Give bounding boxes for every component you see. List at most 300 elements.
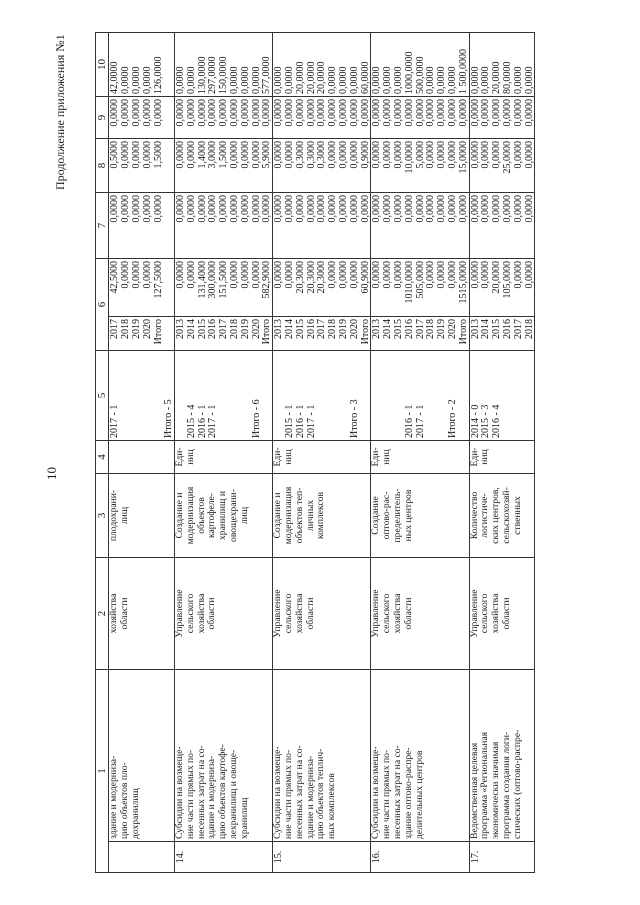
federal-cell bbox=[175, 193, 273, 259]
cell-line: 15,0000 bbox=[457, 141, 469, 174]
cell-line: экономически значимая bbox=[490, 741, 502, 839]
cell-line: 0,0000 bbox=[338, 141, 350, 169]
cell-line: 0,0000 bbox=[348, 66, 360, 94]
cell-line: 0,0000 bbox=[382, 99, 394, 127]
name-cell bbox=[175, 670, 273, 842]
cell-line: 0,0000 bbox=[338, 66, 350, 94]
cell-line: Итого bbox=[359, 319, 371, 345]
cell-line: 0,0000 bbox=[239, 195, 251, 223]
cell-line: 0,0000 bbox=[327, 261, 339, 289]
cell-line: 0,0000 bbox=[250, 195, 262, 223]
col-number-6: 6 bbox=[96, 259, 109, 351]
row-number bbox=[109, 842, 175, 873]
indicator-cell bbox=[469, 474, 535, 558]
cell-line: 0,0000 bbox=[523, 66, 535, 94]
cell-line: 126,0000 bbox=[152, 56, 164, 94]
cell-line: 0,0000 bbox=[130, 66, 142, 94]
cell-line: 151,5000 bbox=[218, 261, 230, 299]
cell-line: 0,0000 bbox=[393, 261, 405, 289]
rotated-table-sheet bbox=[95, 33, 540, 873]
cell-line: 582,9000 bbox=[261, 261, 273, 299]
local-cell bbox=[371, 97, 469, 139]
cell-line: 0,0000 bbox=[239, 99, 251, 127]
cell-line: 2016 bbox=[207, 319, 219, 339]
cell-line: 0,0000 bbox=[229, 99, 241, 127]
cell-line: 0,0000 bbox=[175, 99, 187, 127]
cell-line: Управление bbox=[370, 589, 382, 638]
regional-cell bbox=[175, 139, 273, 193]
cell-line: 2020 bbox=[348, 319, 360, 339]
cell-line: 300,0000 bbox=[207, 261, 219, 299]
cell-line: 25,0000 bbox=[502, 141, 513, 174]
executor-cell bbox=[175, 558, 273, 670]
federal-cell bbox=[469, 193, 535, 259]
col-number-3: 3 bbox=[96, 474, 109, 558]
cell-line: 0,0000 bbox=[239, 66, 251, 94]
regional-cell bbox=[371, 139, 469, 193]
cell-line: модернизация bbox=[283, 486, 295, 545]
cell-line: 1000,0000 bbox=[403, 51, 415, 94]
cell-line: 2015 - 4 bbox=[185, 404, 197, 438]
cell-line: 505,0000 bbox=[414, 261, 426, 299]
cell-line: 20,3000 bbox=[305, 261, 317, 294]
cell-line: 0,0000 bbox=[294, 99, 306, 127]
cell-line: 0,0000 bbox=[447, 261, 459, 289]
cell-line: модернизация bbox=[184, 486, 196, 545]
cell-line: сельского bbox=[283, 593, 295, 634]
cell-line: 0,0000 bbox=[393, 141, 405, 169]
cell-line: 0,0000 bbox=[305, 99, 317, 127]
cell-line: 0,0000 bbox=[393, 66, 405, 94]
cell-line: 0,0000 bbox=[469, 66, 481, 94]
cell-line: 0,0000 bbox=[393, 195, 405, 223]
cell-line: 2013 bbox=[273, 319, 285, 339]
cell-line: 0,3000 bbox=[294, 141, 306, 169]
cell-line bbox=[142, 353, 153, 438]
cell-line: 0,0000 bbox=[175, 66, 187, 94]
cell-line: 20,0000 bbox=[316, 61, 328, 94]
cell-line: 105,0000 bbox=[502, 261, 513, 299]
cell-line: 0,3000 bbox=[316, 141, 328, 169]
year-cell bbox=[109, 317, 175, 351]
cell-line: 0,0000 bbox=[284, 195, 296, 223]
cell-line: ниц bbox=[283, 449, 295, 465]
cell-line: 0,0000 bbox=[348, 195, 360, 223]
cell-line: 2017 bbox=[414, 319, 426, 339]
cell-line: цию объектов пло- bbox=[119, 762, 131, 839]
cell-line: 127,5000 bbox=[152, 261, 164, 299]
cell-line: хозяйства bbox=[108, 593, 120, 634]
cell-line: 0,0000 bbox=[207, 99, 219, 127]
cell-line: лищ bbox=[238, 506, 250, 525]
cell-line: Еди- bbox=[468, 447, 480, 467]
cell-line: ных центров bbox=[402, 489, 414, 542]
cell-line: личных bbox=[304, 499, 316, 532]
executor-cell bbox=[109, 558, 175, 670]
cell-line bbox=[436, 353, 447, 438]
cell-line: 0,0000 bbox=[480, 99, 492, 127]
cell-line: Субсидии на возмеще- bbox=[174, 746, 186, 839]
cell-line bbox=[109, 443, 120, 471]
cell-line: 0,0000 bbox=[469, 261, 481, 289]
cell-line: Итого - 3 bbox=[348, 399, 360, 438]
cell-line: 0,0000 bbox=[327, 99, 339, 127]
cell-line: 20,0000 bbox=[305, 61, 317, 94]
column-number-row bbox=[96, 33, 109, 873]
cell-line: 2016 bbox=[305, 319, 317, 339]
cell-line: ных комплексов bbox=[326, 773, 338, 839]
cell-line: 0,0000 bbox=[284, 141, 296, 169]
indicator-cell bbox=[109, 474, 175, 558]
cell-line: цию объектов теплич- bbox=[315, 748, 327, 839]
local-cell bbox=[469, 97, 535, 139]
cell-line: 0,0000 bbox=[120, 66, 132, 94]
cell-line: 1010,0000 bbox=[403, 261, 415, 304]
cell-line: хранилищ bbox=[238, 797, 250, 839]
cell-line: 0,0000 bbox=[523, 195, 535, 223]
cell-line: 0,0000 bbox=[250, 261, 262, 289]
cell-line: 0,0000 bbox=[239, 141, 251, 169]
target-cell bbox=[273, 351, 371, 441]
cell-line: 0,0000 bbox=[250, 66, 262, 94]
cell-line: 2013 bbox=[371, 319, 383, 339]
cell-line: 0,0000 bbox=[327, 141, 339, 169]
cell-line: области bbox=[501, 597, 512, 630]
cell-line: области bbox=[304, 597, 316, 630]
col-number-9: 9 bbox=[96, 97, 109, 139]
cell-line: 0,0000 bbox=[480, 195, 492, 223]
cell-line: 2016 - 4 bbox=[491, 404, 503, 438]
cell-line: 0,0000 bbox=[382, 195, 394, 223]
cell-line: Субсидии на возмеще- bbox=[272, 746, 284, 839]
cell-line: 60,0000 bbox=[359, 61, 371, 94]
table-row bbox=[371, 33, 469, 873]
cell-line: 131,4000 bbox=[196, 261, 208, 299]
cell-line: 80,0000 bbox=[502, 61, 513, 94]
table-row bbox=[175, 33, 273, 873]
cell-line: 0,0000 bbox=[382, 141, 394, 169]
cell-line: 0,0000 bbox=[250, 141, 262, 169]
cell-line: 0,0000 bbox=[130, 141, 142, 169]
cell-line: 0,0000 bbox=[175, 141, 187, 169]
cell-line: 0,0000 bbox=[120, 261, 132, 289]
cell-line: дохранилищ bbox=[129, 788, 141, 839]
total-cell bbox=[273, 259, 371, 317]
cell-line: несенных затрат на со- bbox=[195, 745, 207, 839]
cell-line: 0,0000 bbox=[480, 66, 492, 94]
cell-line: 0,0000 bbox=[502, 99, 513, 127]
cell-line bbox=[327, 353, 338, 438]
row-number bbox=[371, 842, 469, 873]
cell-line: 2015 bbox=[491, 319, 503, 339]
cell-line: 0,0000 bbox=[523, 261, 535, 289]
name-cell bbox=[469, 670, 535, 842]
cell-line: 0,0000 bbox=[273, 141, 285, 169]
cell-line: 0,0000 bbox=[512, 141, 524, 169]
cell-line: ниц bbox=[381, 449, 393, 465]
cell-line: 0,5000 bbox=[109, 141, 121, 169]
cell-line: 0,0000 bbox=[229, 66, 241, 94]
table-body bbox=[96, 33, 535, 873]
cell-line: 1,4000 bbox=[196, 141, 208, 169]
cell-line: 0,0000 bbox=[185, 261, 197, 289]
cell-line: Управление bbox=[174, 589, 186, 638]
data-table bbox=[95, 32, 535, 873]
cell-line: 0,0000 bbox=[185, 141, 197, 169]
total-cell bbox=[371, 259, 469, 317]
indicator-cell bbox=[273, 474, 371, 558]
cell-line: 0,0000 bbox=[273, 195, 285, 223]
cell-line: 0,0000 bbox=[141, 141, 153, 169]
cell-line: 0,0000 bbox=[109, 195, 121, 223]
cell-line: 0,0000 bbox=[414, 99, 426, 127]
table-row bbox=[109, 33, 175, 873]
cell-line: 0,0000 bbox=[447, 141, 459, 169]
col-number-10: 10 bbox=[96, 33, 109, 97]
col-number-5: 5 bbox=[96, 351, 109, 441]
extrabudget-cell bbox=[175, 33, 273, 97]
cell-line: 20,0000 bbox=[491, 261, 503, 294]
cell-line: 0,0000 bbox=[512, 195, 524, 223]
cell-line: 0,0000 bbox=[261, 99, 273, 127]
cell-line: 2016 - 1 bbox=[403, 404, 415, 438]
cell-line: 1515,0000 bbox=[457, 261, 469, 304]
cell-line bbox=[218, 353, 229, 438]
total-cell bbox=[109, 259, 175, 317]
cell-line bbox=[240, 353, 251, 438]
cell-line: 0,0000 bbox=[480, 141, 492, 169]
col-number-8: 8 bbox=[96, 139, 109, 193]
cell-line: 0,0000 bbox=[141, 66, 153, 94]
federal-cell bbox=[109, 193, 175, 259]
cell-line: 0,0000 bbox=[229, 195, 241, 223]
cell-line: 1,5000 bbox=[218, 141, 230, 169]
cell-line: 0,0000 bbox=[436, 141, 448, 169]
cell-line: 0,0000 bbox=[436, 195, 448, 223]
cell-line: 2013 bbox=[175, 319, 187, 339]
cell-line: 0,0000 bbox=[457, 195, 469, 223]
name-cell bbox=[109, 670, 175, 842]
cell-line: 2015 - 1 bbox=[284, 404, 296, 438]
cell-line: несенных затрат на со- bbox=[392, 745, 404, 839]
cell-line: 2020 bbox=[141, 319, 153, 339]
cell-line: 0,0000 bbox=[273, 99, 285, 127]
cell-line: 0,0000 bbox=[338, 195, 350, 223]
cell-line: 20,0000 bbox=[491, 61, 503, 94]
cell-line: Создание и bbox=[272, 492, 284, 539]
cell-line: 0,0000 bbox=[261, 195, 273, 223]
cell-line: Итого bbox=[152, 319, 164, 345]
cell-line: 2018 bbox=[523, 319, 535, 339]
cell-line: 0,0000 bbox=[218, 195, 230, 223]
cell-line: 0,0000 bbox=[502, 195, 513, 223]
cell-line: 60,9000 bbox=[359, 261, 371, 294]
cell-line: логистиче- bbox=[479, 493, 491, 538]
cell-line: 0,0000 bbox=[130, 261, 142, 289]
cell-line: 16. bbox=[371, 850, 383, 864]
cell-line: 2019 bbox=[239, 319, 251, 339]
cell-line: 5,9000 bbox=[261, 141, 273, 169]
cell-line: 0,0000 bbox=[447, 66, 459, 94]
appendix-continuation-title: Продолжение приложения №1 bbox=[53, 34, 67, 190]
cell-line: 0,0000 bbox=[316, 195, 328, 223]
cell-line: ниц bbox=[479, 449, 491, 465]
cell-line: 0,9000 bbox=[359, 141, 371, 169]
cell-line: 297,0000 bbox=[207, 56, 219, 94]
cell-line: здание и модерниза- bbox=[206, 755, 218, 839]
cell-line: 0,0000 bbox=[338, 261, 350, 289]
cell-line: 0,0000 bbox=[250, 99, 262, 127]
cell-line: 0,0000 bbox=[294, 195, 306, 223]
cell-line: 2018 bbox=[229, 319, 241, 339]
cell-line: 2015 - 3 bbox=[480, 404, 492, 438]
cell-line: хозяйства bbox=[293, 593, 305, 634]
cell-line: ственных bbox=[511, 496, 523, 535]
col-number-2: 2 bbox=[96, 558, 109, 670]
cell-line: делительных центров bbox=[413, 750, 425, 839]
year-cell bbox=[273, 317, 371, 351]
cell-line bbox=[120, 353, 131, 438]
cell-line: 2017 - 1 bbox=[109, 404, 121, 438]
cell-line: 2017 - 1 bbox=[207, 404, 219, 438]
cell-line: 2017 bbox=[218, 319, 230, 339]
cell-line bbox=[273, 353, 284, 438]
cell-line: 2015 bbox=[196, 319, 208, 339]
cell-line: сельского bbox=[381, 593, 393, 634]
cell-line: 0,0000 bbox=[120, 99, 132, 127]
cell-line: 0,0000 bbox=[185, 99, 197, 127]
cell-line: оптово-рас- bbox=[381, 491, 393, 540]
cell-line: 0,0000 bbox=[284, 99, 296, 127]
federal-cell bbox=[371, 193, 469, 259]
name-cell bbox=[371, 670, 469, 842]
cell-line: пределитель- bbox=[392, 488, 404, 543]
cell-line: 15. bbox=[273, 850, 285, 864]
cell-line: 0,0000 bbox=[436, 66, 448, 94]
cell-line: 20,3000 bbox=[316, 261, 328, 294]
cell-line: ских центров, bbox=[490, 487, 502, 544]
regional-cell bbox=[273, 139, 371, 193]
cell-line: 1 500,0000 bbox=[457, 49, 469, 94]
cell-line: хранилищ и bbox=[217, 491, 229, 540]
cell-line: ние части прямых по- bbox=[381, 749, 393, 839]
cell-line: 0,0000 bbox=[469, 141, 481, 169]
cell-line: 0,0000 bbox=[403, 99, 415, 127]
cell-line: 0,0000 bbox=[469, 99, 481, 127]
regional-cell bbox=[469, 139, 535, 193]
table-row bbox=[469, 33, 535, 873]
cell-line: 0,0000 bbox=[284, 66, 296, 94]
cell-line: 0,0000 bbox=[512, 261, 524, 289]
row-number bbox=[469, 842, 535, 873]
cell-line: 0,0000 bbox=[359, 99, 371, 127]
cell-line bbox=[371, 353, 382, 438]
cell-line: здание и модерниза- bbox=[108, 755, 120, 839]
total-cell bbox=[175, 259, 273, 317]
cell-line: 2019 bbox=[338, 319, 350, 339]
cell-line: Управление bbox=[468, 589, 480, 638]
cell-line: 0,0000 bbox=[512, 66, 524, 94]
cell-line: 2018 bbox=[120, 319, 132, 339]
cell-line: 0,0000 bbox=[348, 261, 360, 289]
cell-line: 2020 bbox=[250, 319, 262, 339]
unit-cell bbox=[469, 441, 535, 474]
cell-line: Итого bbox=[261, 319, 273, 345]
table-row bbox=[273, 33, 371, 873]
cell-line: 2016 - 1 bbox=[294, 404, 306, 438]
cell-line: 0,0000 bbox=[141, 195, 153, 223]
cell-line: 3,0000 bbox=[207, 141, 219, 169]
cell-line: 0,0000 bbox=[207, 195, 219, 223]
target-cell bbox=[109, 351, 175, 441]
cell-line: 0,0000 bbox=[196, 99, 208, 127]
cell-line: 0,0000 bbox=[371, 66, 383, 94]
cell-line: 5,0000 bbox=[414, 141, 426, 169]
cell-line: 0,0000 bbox=[480, 261, 492, 289]
cell-line: 0,0000 bbox=[229, 261, 241, 289]
cell-line: 2017 bbox=[109, 319, 121, 339]
cell-line: 0,0000 bbox=[273, 66, 285, 94]
cell-line: программа создания логи- bbox=[501, 731, 512, 839]
cell-line: 0,0000 bbox=[316, 99, 328, 127]
cell-line: 2017 - 1 bbox=[414, 404, 426, 438]
cell-line: 0,0000 bbox=[403, 195, 415, 223]
cell-line: картофеле- bbox=[206, 492, 218, 539]
cell-line: 0,0000 bbox=[273, 261, 285, 289]
cell-line: 0,0000 bbox=[348, 141, 360, 169]
cell-line: 10,0000 bbox=[403, 141, 415, 174]
cell-line: 0,0000 bbox=[218, 99, 230, 127]
cell-line: овощехрани- bbox=[228, 489, 240, 542]
executor-cell bbox=[371, 558, 469, 670]
cell-line: 14. bbox=[175, 850, 187, 864]
cell-line: 42,5000 bbox=[109, 261, 121, 294]
cell-line: 1,5000 bbox=[152, 141, 164, 169]
cell-line: 0,3000 bbox=[305, 141, 317, 169]
col-number-4: 4 bbox=[96, 441, 109, 474]
cell-line: хозяйства bbox=[392, 593, 404, 634]
target-cell bbox=[371, 351, 469, 441]
cell-line: Итого - 6 bbox=[250, 399, 262, 438]
cell-line bbox=[229, 353, 240, 438]
cell-line: 0,0000 bbox=[175, 261, 187, 289]
cell-line: ние части прямых по- bbox=[283, 749, 295, 839]
cell-line: 0,0000 bbox=[284, 261, 296, 289]
cell-line: 20,3000 bbox=[294, 261, 306, 294]
regional-cell bbox=[109, 139, 175, 193]
cell-line: Еди- bbox=[370, 447, 382, 467]
cell-line: 0,0000 bbox=[382, 66, 394, 94]
cell-line: 0,0000 bbox=[523, 99, 535, 127]
cell-line bbox=[425, 353, 436, 438]
cell-line: 0,0000 bbox=[371, 195, 383, 223]
cell-line: 0,0000 bbox=[523, 141, 535, 169]
cell-line: 0,0000 bbox=[327, 195, 339, 223]
cell-line: 2017 - 1 bbox=[305, 404, 317, 438]
cell-line: 0,0000 bbox=[305, 195, 317, 223]
cell-line: 0,0000 bbox=[109, 99, 121, 127]
cell-line: стических (оптово-распре- bbox=[511, 729, 523, 839]
cell-line: хозяйства bbox=[195, 593, 207, 634]
cell-line: 20,0000 bbox=[294, 61, 306, 94]
cell-line: 2014 bbox=[382, 319, 394, 339]
cell-line: 0,0000 bbox=[436, 261, 448, 289]
cell-line: 0,0000 bbox=[371, 99, 383, 127]
page-number: 10 bbox=[44, 467, 59, 480]
cell-line: Еди- bbox=[272, 447, 284, 467]
cell-line: 0,0000 bbox=[185, 66, 197, 94]
extrabudget-cell bbox=[371, 33, 469, 97]
